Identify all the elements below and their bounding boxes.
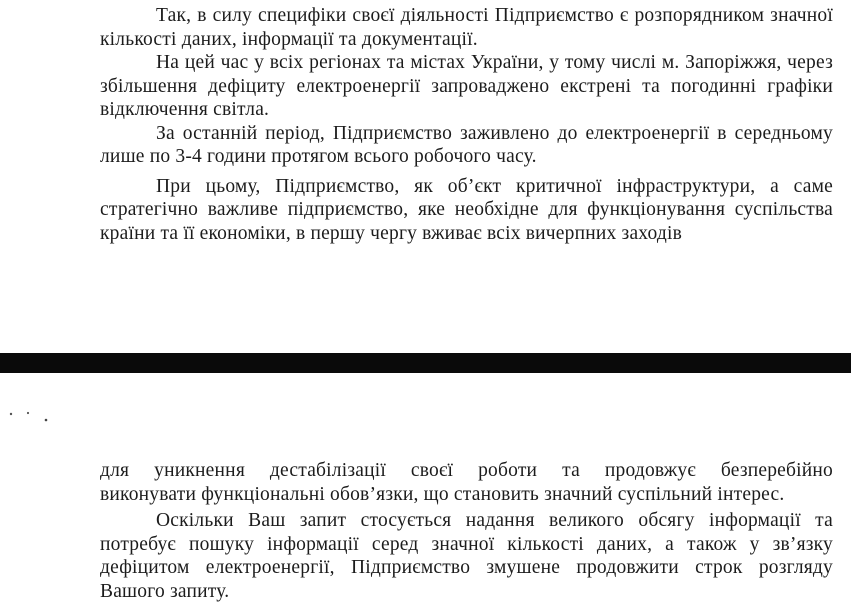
paragraph-specifics: Так, в силу специфіки своєї діяльності Підприємство є розпорядником значної кількості даних, інформації та документації. bbox=[100, 5, 833, 50]
paragraph-extension: Оскільки Ваш запит стосується надання великого обсягу інформації та потребує пошуку інформації серед значної кількості даних, а також у зв’язку дефіцитом електроенергії, Підприємство змушене продовжити строк розгляду Вашого запиту. bbox=[100, 510, 833, 602]
paragraph-outages: На цей час у всіх регіонах та містах України, у тому числі м. Запоріжжя, через збільшення дефіциту електроенергії запроваджено екстрені та погодинні графіки відключення світла. bbox=[100, 52, 833, 120]
page-break-bar bbox=[0, 353, 851, 373]
continuation-line-1: для уникнення дестабілізації своєї роботи та продовжує безперебійно bbox=[100, 460, 833, 481]
continuation-line-2: виконувати функціональні обов’язки, що становить значний суспільний інтерес. bbox=[100, 484, 785, 505]
paragraph-power-hours: За останній період, Підприємство заживлено до електроенергії в середньому лише по 3-4 години протягом всього робочого часу. bbox=[100, 122, 833, 167]
paragraph-critical-infrastructure: При цьому, Підприємство, як об’єкт критичної інфраструктури, а саме стратегічно важливе підприємство, яке необхідне для функціонування суспільства країни та її економіки, в першу чергу вживає всіх вичерпних заходів bbox=[100, 175, 833, 244]
scan-specks-icon bbox=[8, 408, 68, 428]
